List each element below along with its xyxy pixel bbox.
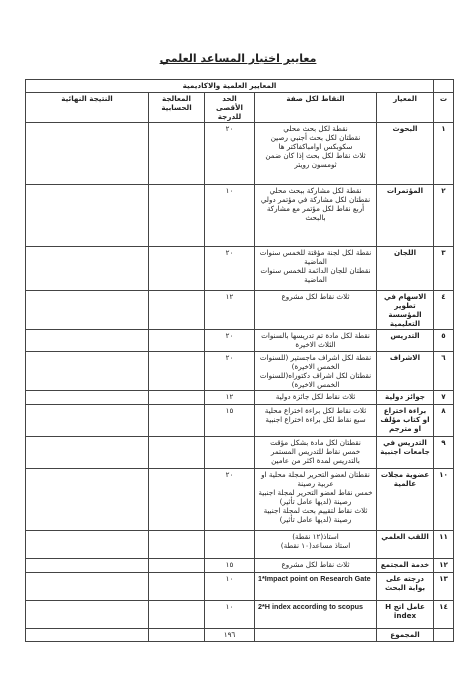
max-cell: ٢٠: [205, 123, 255, 185]
row-number: ١٢: [434, 559, 454, 573]
max-cell: ١٠: [205, 185, 255, 247]
points-cell: ثلاث نقاط لكل جائزة دولية: [255, 391, 377, 405]
header-no: ت: [434, 93, 454, 123]
total-label: المجموع: [377, 629, 434, 642]
final-cell: [26, 185, 149, 247]
points-cell: نقطة لكل مادة تم تدريسها بالسنوات الثلاث الاخيرة: [255, 330, 377, 352]
criterion-cell: الاسهام في تطوير المؤسسة التعليمية: [377, 291, 434, 330]
criterion-cell: المؤتمرات: [377, 185, 434, 247]
computed-cell: [149, 291, 205, 330]
computed-cell: [149, 405, 205, 437]
table-row: [26, 123, 454, 185]
computed-cell: [149, 469, 205, 531]
row-number: ٣: [434, 247, 454, 291]
row-number: ٩: [434, 437, 454, 469]
final-cell: [26, 437, 149, 469]
header-max: الحد الأقصى للدرجة: [205, 93, 255, 123]
computed-cell: [149, 247, 205, 291]
row-number: ٤: [434, 291, 454, 330]
row-number: ٦: [434, 352, 454, 391]
max-cell: ١٥: [205, 559, 255, 573]
page-title: معايير اختيار المساعد العلمي: [159, 52, 317, 65]
table-row: [26, 573, 454, 601]
table-row: [26, 247, 454, 291]
final-cell: [26, 469, 149, 531]
table-row: [26, 469, 454, 531]
criterion-cell: الاشراف: [377, 352, 434, 391]
max-cell: ١٥: [205, 405, 255, 437]
table-row: [26, 601, 454, 629]
criterion-cell: البحوث: [377, 123, 434, 185]
computed-cell: [149, 559, 205, 573]
points-cell: ثلاث نقاط لكل براءة اختراع محلية سبع نقاط لكل براءة اختراع اجنبية: [255, 405, 377, 437]
row-number: ٥: [434, 330, 454, 352]
row-number: ١١: [434, 531, 454, 559]
row-number: ١٣: [434, 573, 454, 601]
header-computed: المعالجة الحسابية: [149, 93, 205, 123]
computed-cell: [149, 601, 205, 629]
max-cell: ١٠: [205, 573, 255, 601]
total-max: ١٩٦: [205, 629, 255, 642]
table-row: [26, 330, 454, 352]
final-cell: [26, 291, 149, 330]
header-criterion: المعيار: [377, 93, 434, 123]
points-cell: 1*Impact point on Research Gate: [255, 573, 377, 601]
final-cell: [26, 573, 149, 601]
max-cell: ٢٠: [205, 330, 255, 352]
criterion-cell: درجته على بوابة البحث: [377, 573, 434, 601]
max-cell: ٢٠: [205, 469, 255, 531]
header-final: النتيجة النهائية: [26, 93, 149, 123]
final-cell: [26, 601, 149, 629]
criteria-table: [25, 79, 454, 642]
computed-cell: [149, 185, 205, 247]
points-cell: ثلاث نقاط لكل مشروع: [255, 291, 377, 330]
max-cell: [205, 437, 255, 469]
final-cell: [26, 531, 149, 559]
table-row: [26, 391, 454, 405]
points-cell: 2*H index according to scopus: [255, 601, 377, 629]
points-cell: استاذ(١٢ نقطة) استاذ مساعد(١٠ نقطة): [255, 531, 377, 559]
row-number: ٢: [434, 185, 454, 247]
row-number: ٧: [434, 391, 454, 405]
max-cell: ١٠: [205, 601, 255, 629]
final-cell: [26, 247, 149, 291]
max-cell: ١٢: [205, 291, 255, 330]
final-cell: [26, 629, 149, 642]
criterion-cell: اللجان: [377, 247, 434, 291]
row-number: ١٠: [434, 469, 454, 531]
points-cell: ثلاث نقاط لكل مشروع: [255, 559, 377, 573]
section-banner-row: [26, 80, 454, 93]
criterion-cell: اللقب العلمي: [377, 531, 434, 559]
computed-cell: [149, 330, 205, 352]
max-cell: ٢٠: [205, 352, 255, 391]
computed-cell: [149, 531, 205, 559]
total-row: [26, 629, 454, 642]
final-cell: [26, 559, 149, 573]
computed-cell: [149, 573, 205, 601]
computed-cell: [149, 123, 205, 185]
points-cell: نقطة لكل مشاركة ببحث محلي نقطتان لكل مشاركة في مؤتمر دولي أربع نقاط لكل مؤتمر مع مشاركة بالبحث: [255, 185, 377, 247]
table-row: [26, 405, 454, 437]
row-number: ٨: [434, 405, 454, 437]
section-title: المعايير العلمية والاكاديمية: [26, 80, 434, 93]
computed-cell: [149, 437, 205, 469]
criterion-cell: براءة اختراع او كتاب مؤلف او مترجم: [377, 405, 434, 437]
row-number: ١٤: [434, 601, 454, 629]
table-row: [26, 352, 454, 391]
computed-cell: [149, 629, 205, 642]
points-cell: نقطتان لكل مادة بشكل مؤقت خمس نقاط للتدريس المستمر بالتدريس لمدة اكثر من عامين: [255, 437, 377, 469]
criterion-cell: خدمة المجتمع: [377, 559, 434, 573]
points-cell: نقطة لكل بحث محلي نقطتان لكل بحث أجنبي رصين سكوبكس اوامباكفاكتر ها ثلاث نقاط لكل بحث إذا كان ضمن ثومسون رويتر: [255, 123, 377, 185]
points-cell: نقطة لكل اشراف ماجستير (للسنوات الخمس الاخيرة) نقطتان لكل اشراف دكتوراه(للسنوات الخمس الاخيرة): [255, 352, 377, 391]
final-cell: [26, 391, 149, 405]
table-row: [26, 559, 454, 573]
criterion-cell: عضوية مجلات عالمية: [377, 469, 434, 531]
criterion-cell: عامل اتج H index: [377, 601, 434, 629]
header-points: النقاط لكل صفة: [255, 93, 377, 123]
criterion-cell: جوائز دولية: [377, 391, 434, 405]
criterion-cell: التدريس في جامعات اجنبية: [377, 437, 434, 469]
final-cell: [26, 123, 149, 185]
max-cell: [205, 531, 255, 559]
table-row: [26, 291, 454, 330]
header-row: [26, 93, 454, 123]
row-number: ١: [434, 123, 454, 185]
max-cell: ١٢: [205, 391, 255, 405]
criterion-cell: التدريس: [377, 330, 434, 352]
table-row: [26, 185, 454, 247]
table-row: [26, 437, 454, 469]
computed-cell: [149, 391, 205, 405]
max-cell: ٢٠: [205, 247, 255, 291]
points-cell: نقطتان لعضو التحرير لمجلة محلية او عربية رصينة خمس نقاط لعضو التحرير لمجلة اجنبية رصينة (لديها عامل تأثير) ثلاث نقاط لتقييم بحث لمجلة اجنبية رصينة (لديها عامل تأثير): [255, 469, 377, 531]
computed-cell: [149, 352, 205, 391]
final-cell: [26, 330, 149, 352]
table-row: [26, 531, 454, 559]
points-cell: نقطة لكل لجنة مؤقتة للخمس سنوات الماضية نقطتان للجان الدائمة للخمس سنوات الماضية: [255, 247, 377, 291]
final-cell: [26, 352, 149, 391]
final-cell: [26, 405, 149, 437]
